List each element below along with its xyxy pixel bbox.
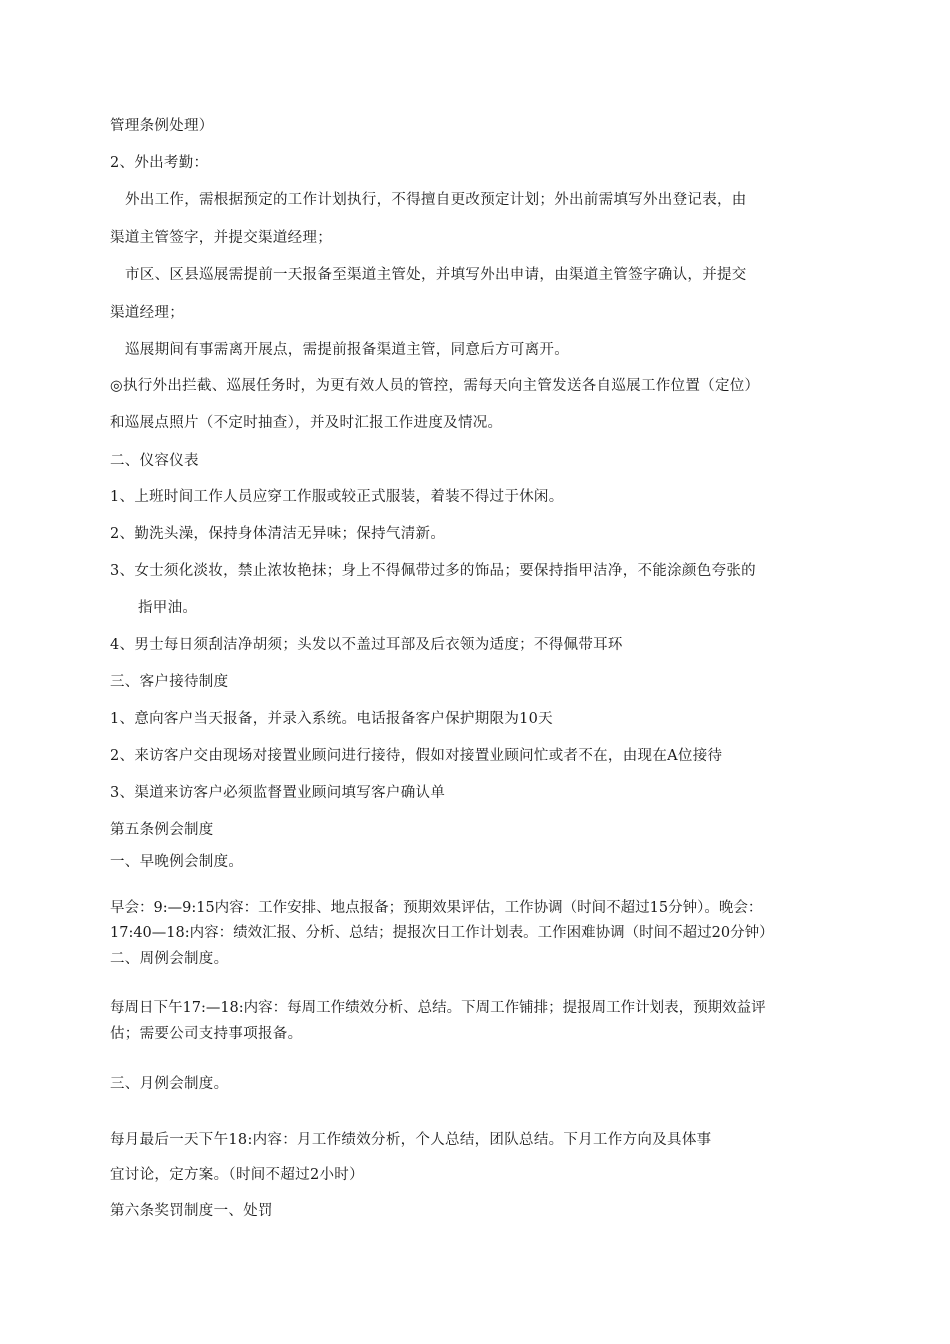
- section-heading: 二、周例会制度。: [110, 951, 229, 967]
- article-heading: 第六条奖罚制度一、处罚: [110, 1203, 273, 1219]
- paragraph-line: 宜讨论，定方案。（时间不超过2小时）: [110, 1167, 364, 1183]
- paragraph-line: 外出工作，需根据预定的工作计划执行，不得擅自更改预定计划；外出前需填写外出登记表，由: [125, 192, 747, 208]
- list-item: 1、上班时间工作人员应穿工作服或较正式服装，着装不得过于休闲。: [110, 489, 564, 505]
- paragraph-line: 早会：9:—9:15内容：工作安排、地点报备；预期效果评估，工作协调（时间不超过15分钟）。晚会：: [110, 900, 763, 916]
- paragraph-line: 渠道经理；: [110, 305, 184, 321]
- paragraph-line: 渠道主管签字，并提交渠道经理；: [110, 230, 332, 246]
- list-item-continuation: 指甲油。: [138, 600, 198, 616]
- list-item: 1、意向客户当天报备，并录入系统。电话报备客户保护期限为10天: [110, 711, 553, 727]
- paragraph-line: 管理条例处理）: [110, 118, 214, 134]
- list-item: 2、来访客户交由现场对接置业顾问进行接待，假如对接置业顾问忙或者不在，由现在A位接待: [110, 748, 723, 764]
- paragraph-line: ◎执行外出拦截、巡展任务时，为更有效人员的管控，需每天向主管发送各自巡展工作位置（定位）: [110, 378, 760, 394]
- paragraph-line: 和巡展点照片（不定时抽查），并及时汇报工作进度及情况。: [110, 415, 503, 431]
- article-heading: 第五条例会制度: [110, 822, 214, 838]
- section-heading: 一、早晚例会制度。: [110, 854, 244, 870]
- paragraph-line: 每周日下午17:—18:内容：每周工作绩效分析、总结。下周工作铺排；提报周工作计划表，预期效益评: [110, 1000, 766, 1016]
- section-heading: 2、外出考勤：: [110, 155, 209, 171]
- paragraph-line: 市区、区县巡展需提前一天报备至渠道主管处，并填写外出申请，由渠道主管签字确认，并提交: [125, 267, 747, 283]
- paragraph-line: 每月最后一天下午18:内容：月工作绩效分析，个人总结，团队总结。下月工作方向及具体事: [110, 1132, 712, 1148]
- paragraph-line: 估；需要公司支持事项报备。: [110, 1026, 303, 1042]
- paragraph-line: 17:40—18:内容：绩效汇报、分析、总结；提报次日工作计划表。工作困难协调（时间不超过20分钟）: [110, 925, 774, 941]
- list-item: 3、渠道来访客户必须监督置业顾问填写客户确认单: [110, 785, 446, 801]
- section-heading: 三、客户接待制度: [110, 674, 229, 690]
- paragraph-line: 巡展期间有事需离开展点，需提前报备渠道主管，同意后方可离开。: [125, 342, 569, 358]
- list-item: 2、勤洗头澡，保持身体清洁无异味；保持气清新。: [110, 526, 446, 542]
- list-item: 3、女士须化淡妆，禁止浓妆艳抹；身上不得佩带过多的饰品；要保持指甲洁净，不能涂颜色夸张的: [110, 563, 756, 579]
- list-item: 4、男士每日须刮洁净胡须；头发以不盖过耳部及后衣领为适度；不得佩带耳环: [110, 637, 623, 653]
- section-heading: 三、月例会制度。: [110, 1076, 229, 1092]
- section-heading: 二、仪容仪表: [110, 453, 199, 469]
